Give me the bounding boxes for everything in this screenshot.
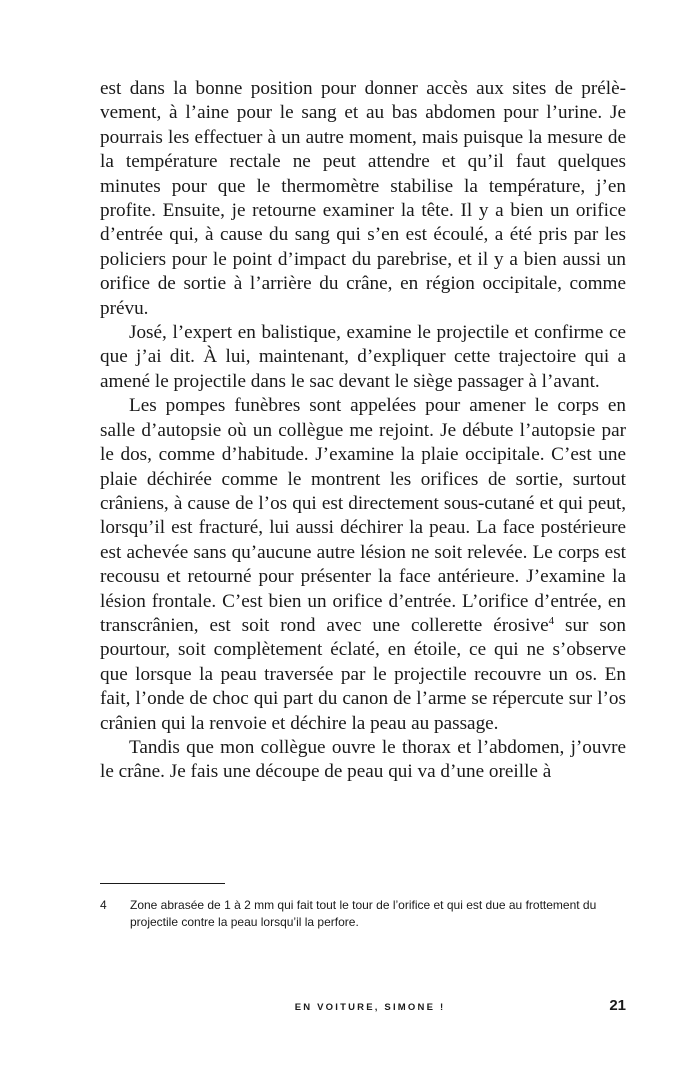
footnote-reference[interactable]: 4 [548,614,555,627]
paragraph-3 [100,394,626,736]
paragraph-4-text: Tandis que mon collègue ouvre le thorax et l’abdomen, j’ouvre le crâne. Je fais une découpe de peau qui va d’une oreille à [100,736,626,783]
running-title: EN VOITURE, SIMONE ! [294,1002,446,1013]
paragraph-3-text-before-note: Les pompes funèbres sont appelées pour amener le corps en salle d’autopsie où un collègue me rejoint. Je débute l’autopsie par le dos, comme d’habitude. J’examine la plaie occipitale. C’est une plaie déchirée comme le montrent les orifices de sortie, surtout crâniens, à cause de l’os qui est directement sous-cutané et qui peut, lorsqu’il est fracturé, lui aussi déchirer la peau. La face postérieure est achevée sans qu’aucune autre lésion ne soit relevée. Le corps est recousu et retourné pour présenter la face antérieure. J’examine la lésion frontale. C’est bien un orifice d’entrée. L’orifice d’entrée, en transcrânien, est soit rond avec une collerette érosive [100,395,626,636]
body-text [100,77,626,785]
footnote-text: Zone abrasée de 1 à 2 mm qui fait tout le tour de l’orifice et qui est due au frottement du projectile contre la peau lorsqu’il la perfore. [130,898,597,929]
page-number: 21 [609,997,626,1014]
footnote-divider [100,883,225,884]
paragraph-2-text: José, l’expert en balistique, examine le projectile et confirme ce que j’ai dit. À lui, maintenant, d’expliquer cette trajectoire qui a amené le projectile dans le sac devant le siège passager à l’avant. [100,322,626,392]
paragraph-1-text: est dans la bonne position pour donner accès aux sites de prélè-vement, à l’aine pour le sang et au bas abdomen pour l’urine. Je pourrais les effectuer à un autre moment, mais puisque la mesure de la température rectale ne peut attendre et qu’il faut quelques minutes pour que le thermomètre stabilise la température, j’en profite. Ensuite, je retourne examiner la tête. Il y a bien un orifice d’entrée qui, à cause du sang qui s’en est écoulé, a été pris par les policiers pour le point d’impact du parebrise, et il y a bien aussi un orifice de sortie à l’arrière du crâne, en région occipitale, comme prévu. [100,78,626,319]
paragraph-4 [100,736,626,785]
footnote-number: 4 [100,898,107,912]
paragraph-1 [100,77,626,321]
paragraph-3-text-after-note: sur son pourtour, soit complètement éclaté, en étoile, ce qui ne s’observe que lorsque la peau traversée par le projectile recouvre un os. En fait, l’onde de choc qui part du canon de l’arme se répercute sur l’os crânien qui la renvoie et déchire la peau au passage. [100,614,626,734]
footnote [100,897,626,931]
paragraph-2 [100,321,626,394]
